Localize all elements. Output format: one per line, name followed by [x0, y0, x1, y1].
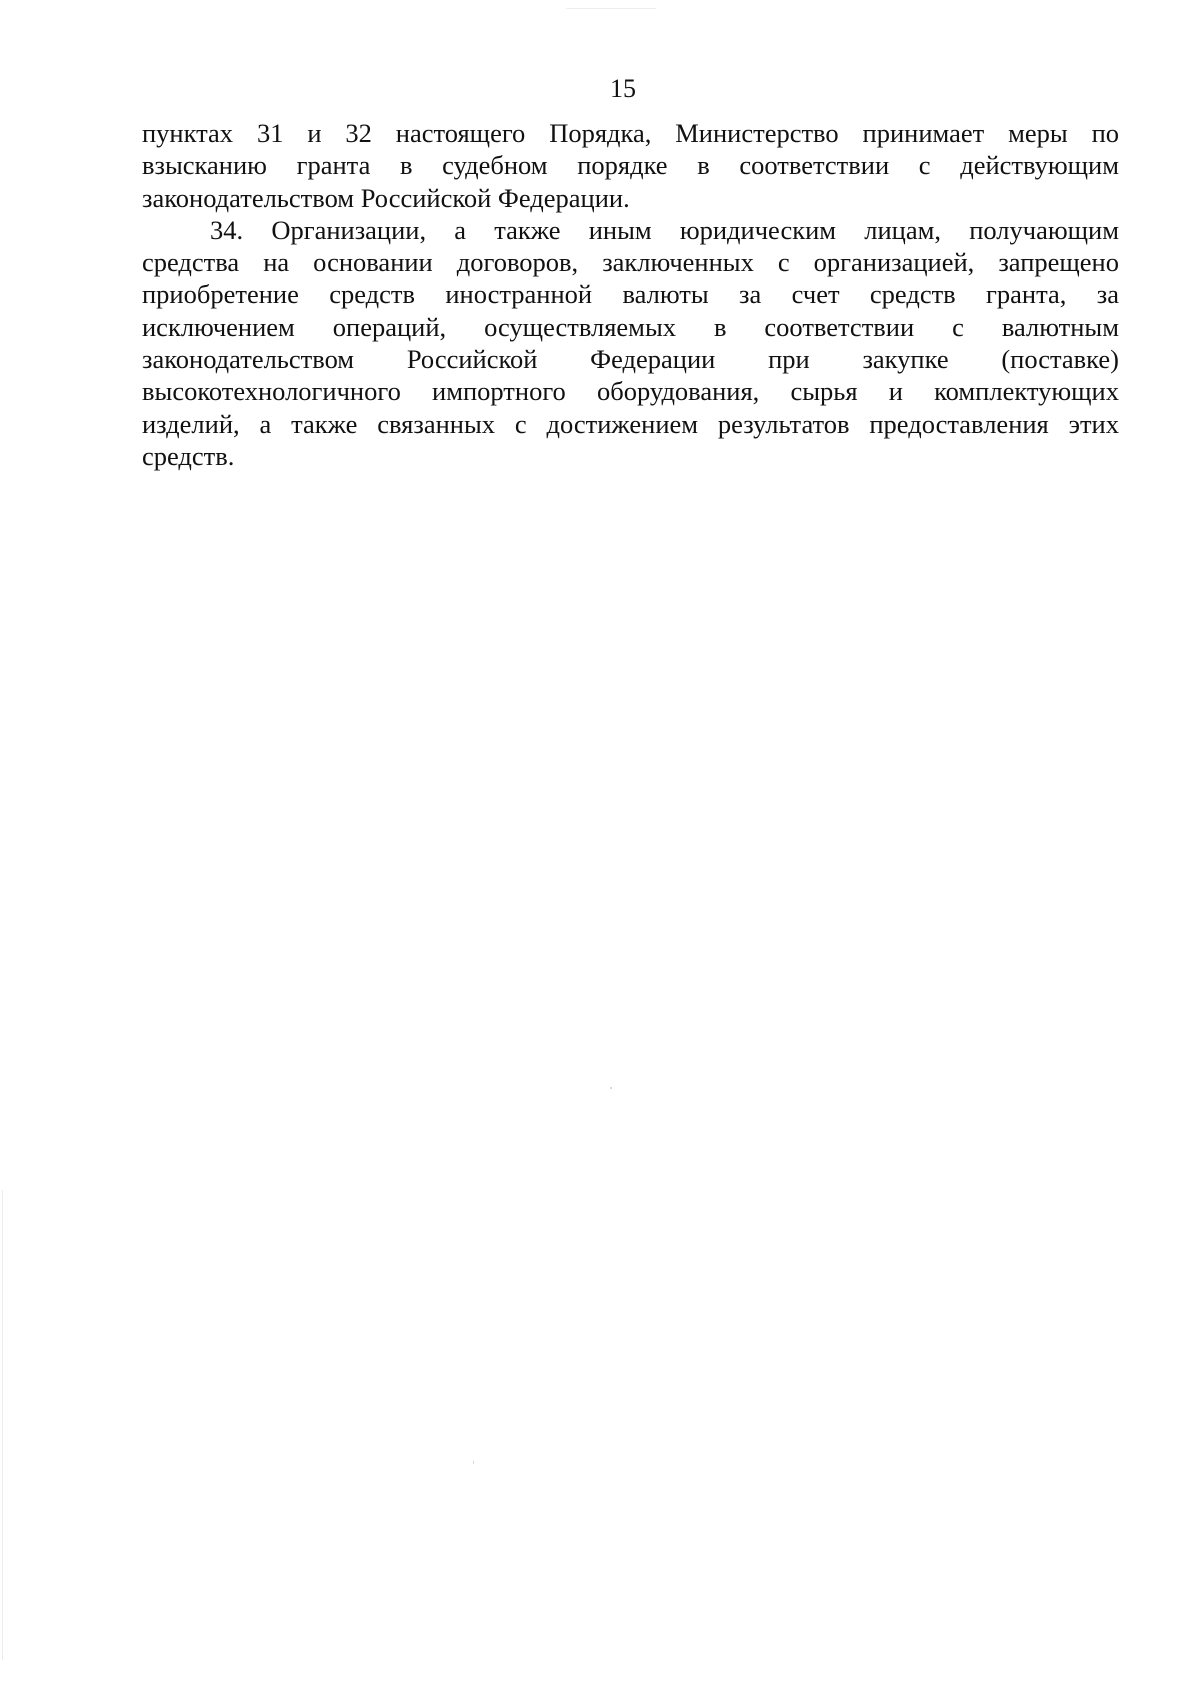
text-line: средств.	[142, 440, 235, 471]
scan-artifact-dot	[473, 1461, 474, 1464]
paragraph-grant-recovery	[142, 117, 1119, 214]
scan-artifact-edge	[2, 1190, 3, 1660]
text-line: законодательством Российской Федерации.	[142, 182, 630, 213]
text-line: 34. Организации, а также иным юридическим лицам, получающим	[210, 214, 1119, 245]
text-line: средства на основании договоров, заключенных с организацией, запрещено	[142, 247, 1119, 278]
text-line: исключением операций, осуществляемых в соответствии с валютным	[142, 311, 1119, 342]
scan-artifact-top	[566, 8, 656, 9]
document-body	[142, 117, 1119, 472]
text-line: взысканию гранта в судебном порядке в соответствии с действующим	[142, 150, 1119, 181]
text-line: высокотехнологичного импортного оборудования, сырья и комплектующих	[142, 376, 1119, 407]
text-line: приобретение средств иностранной валюты за счет средств гранта, за	[142, 279, 1119, 310]
text-line: пунктах 31 и 32 настоящего Порядка, Министерство принимает меры по	[142, 118, 1119, 148]
paragraph-34-currency-restriction	[142, 214, 1119, 472]
scan-artifact-dot	[610, 1087, 612, 1089]
text-line: законодательством Российской Федерации при закупке (поставке)	[142, 344, 1119, 375]
text-line: изделий, а также связанных с достижением результатов предоставления этих	[142, 408, 1119, 439]
page-number: 15	[610, 74, 636, 103]
